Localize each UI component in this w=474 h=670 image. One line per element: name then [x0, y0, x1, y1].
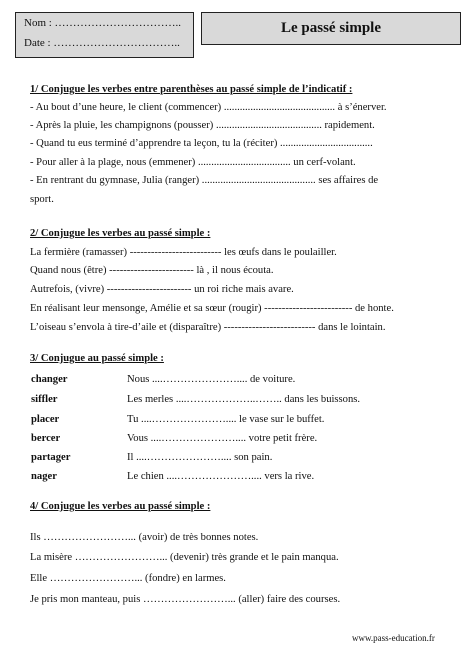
section2-line: L’oiseau s’envola à tire-d’aile et (disparaître) -------------------------- dans le lointain.	[30, 322, 386, 333]
section3-verb: changer	[31, 374, 68, 385]
section1-line: - En rentrant du gymnase, Julia (ranger) ........................................... ses affaires de	[30, 175, 379, 186]
section2-title: 2/ Conjugue les verbes au passé simple :	[30, 228, 211, 239]
footer-url: www.pass-education.fr	[352, 633, 435, 643]
section3-verb: siffler	[31, 394, 58, 405]
section1-line: sport.	[30, 194, 54, 205]
name-line: Nom : ……………………………..	[24, 17, 182, 29]
page-title-box	[201, 12, 461, 45]
section3-phrase: Vous ....………………….... votre petit frère.	[127, 433, 318, 444]
section4-line: La misère ……………………... (devenir) très grande et le pain manqua.	[30, 552, 339, 563]
section3-phrase: Tu ....………………….... le vase sur le buffet.	[127, 414, 325, 425]
page-title: Le passé simple	[280, 20, 381, 36]
section3-phrase: Le chien ....………………….... vers la rive.	[127, 471, 315, 482]
name-date-box	[15, 12, 194, 58]
section3-title: 3/ Conjugue au passé simple :	[30, 353, 164, 364]
section1-line: - Pour aller à la plage, nous (emmener) ................................... un cerf-volant.	[30, 157, 356, 168]
date-line: Date : ……………………………..	[24, 37, 180, 49]
section1-line: - Au bout d’une heure, le client (commencer) .......................................... à s’énerver.	[30, 102, 387, 113]
section3-phrase: Les merles ....………………..…….. dans les buissons.	[127, 394, 361, 405]
section3-phrase: Nous ....………………….... de voiture.	[127, 374, 296, 385]
section4-title: 4/ Conjugue les verbes au passé simple :	[30, 501, 211, 512]
section2-line: Autrefois, (vivre) ------------------------ un roi riche mais avare.	[30, 284, 294, 295]
section2-line: En réalisant leur mensonge, Amélie et sa sœur (rougir) ------------------------- de honte.	[30, 303, 394, 314]
section1-line: - Quand tu eus terminé d’apprendre ta leçon, tu la (réciter) ...................................	[30, 138, 373, 149]
section3-verb: placer	[31, 414, 60, 425]
section4-line: Elle ……………………... (fondre) en larmes.	[30, 573, 226, 584]
section2-line: Quand nous (être) ------------------------ là , il nous écouta.	[30, 265, 274, 276]
section3-verb: partager	[31, 452, 71, 463]
section4-line: Je pris mon manteau, puis ……………………... (aller) faire des courses.	[30, 594, 341, 605]
section3-verb: bercer	[31, 433, 61, 444]
section2-line: La fermière (ramasser) -------------------------- les œufs dans le poulailler.	[30, 247, 337, 258]
section1-line: - Après la pluie, les champignons (pousser) ........................................ rapidement.	[30, 120, 375, 131]
section3-verb: nager	[31, 471, 57, 482]
section4-line: Ils ……………………... (avoir) de très bonnes notes.	[30, 532, 259, 543]
section3-phrase: Il ....………………….... son pain.	[127, 452, 273, 463]
section1-title: 1/ Conjugue les verbes entre parenthèses au passé simple de l’indicatif :	[30, 84, 353, 95]
